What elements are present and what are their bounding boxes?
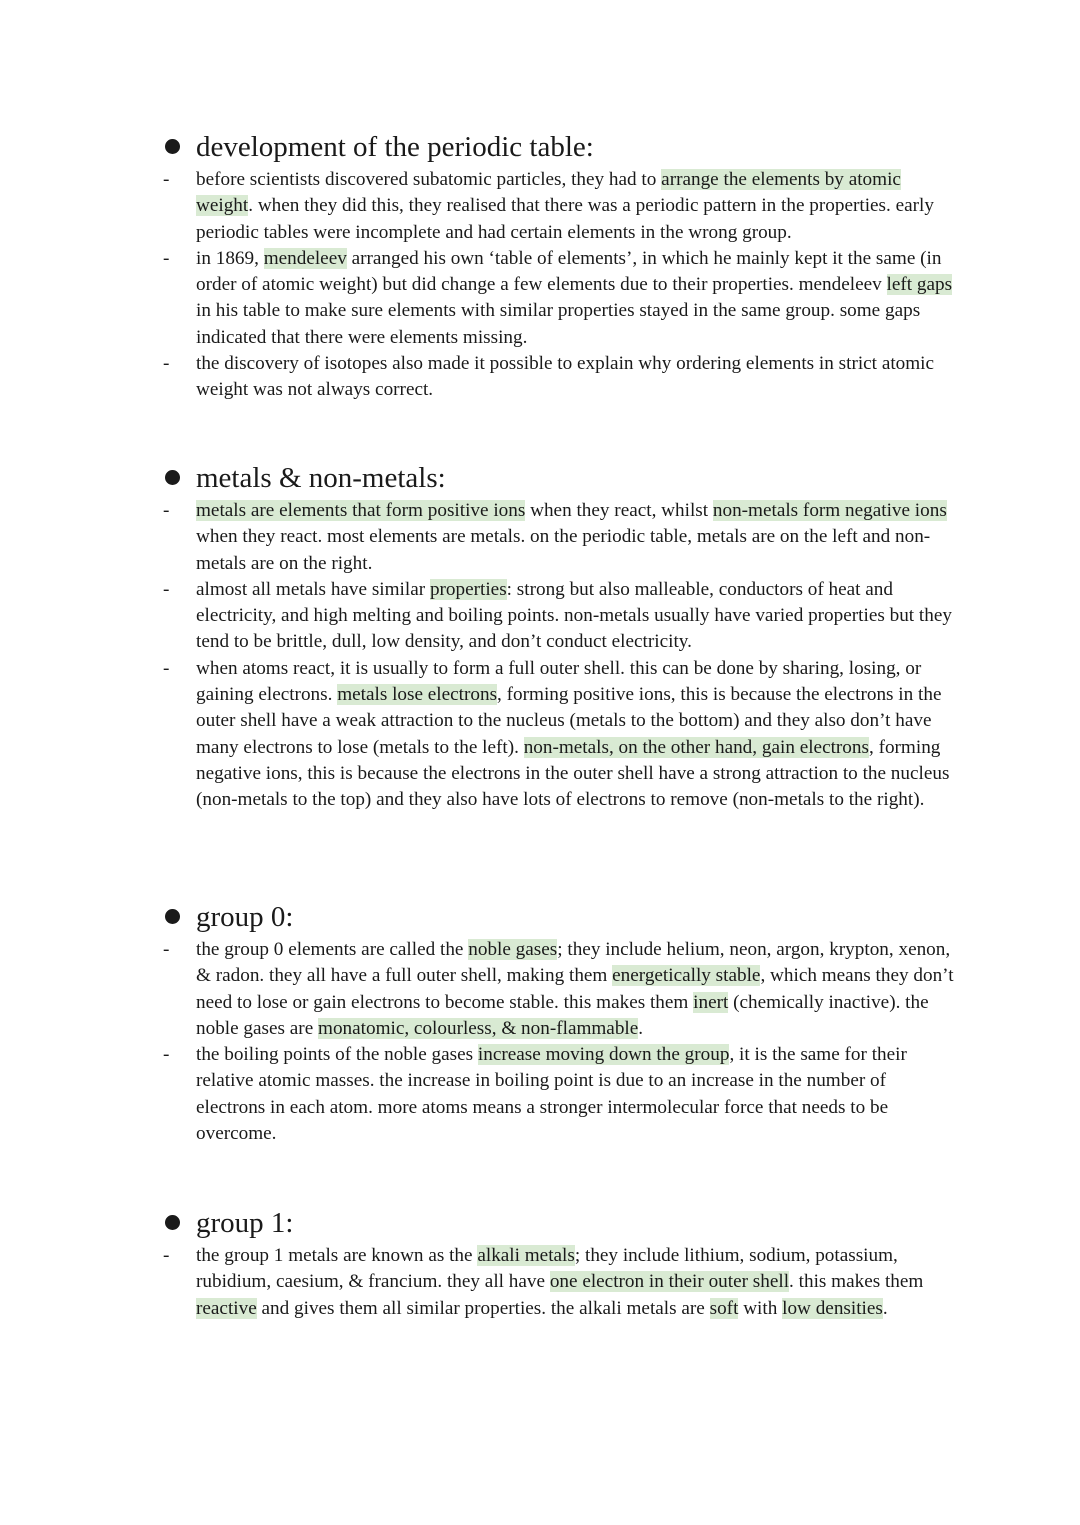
text-run: , forming negative ions, this is because the electrons in the outer shell have a strong attraction to the nucleus (non-metals to the top) and they also have lots of electrons to remove (non-metals to the right). xyxy=(196,736,950,811)
highlighted-text: low densities xyxy=(782,1297,883,1319)
section-group-0 xyxy=(160,897,960,1147)
bullet-dot-icon xyxy=(165,1215,180,1230)
text-run: when they react, whilst xyxy=(525,500,713,521)
text-run: : strong but also malleable, conductors of heat and electricity, and high melting and boiling points. non-metals usually have varied properties but they tend to be brittle, dull, low density, and don’t conduct electricity. xyxy=(196,578,952,653)
bullet-list xyxy=(160,937,960,1147)
section-heading-text: group 1: xyxy=(196,1207,294,1239)
list-item xyxy=(160,1243,960,1322)
dash-bullet-icon: - xyxy=(163,353,170,375)
text-run: (chemically inactive). the noble gases are xyxy=(196,991,929,1039)
text-run: ; they include helium, neon, argon, krypton, xenon, & radon. they all have a full outer shell, making them xyxy=(196,939,951,987)
highlighted-text: inert xyxy=(693,991,729,1013)
section-heading xyxy=(160,1203,960,1243)
text-run: the group 1 metals are known as the xyxy=(196,1245,478,1266)
text-run: ; they include lithium, sodium, potassium, rubidium, caesium, & francium. they all have xyxy=(196,1245,898,1293)
highlighted-text: mendeleev xyxy=(263,247,347,269)
highlighted-text: noble gases xyxy=(468,939,558,960)
text-run: when atoms react, it is usually to form a full outer shell. this can be done by sharing, losing, or gaining electrons. xyxy=(196,657,922,706)
section-heading-text: group 0: xyxy=(196,901,294,933)
list-item xyxy=(160,656,960,814)
highlighted-text: one electron in their outer shell xyxy=(549,1271,790,1293)
list-item xyxy=(160,351,960,404)
text-run: . xyxy=(882,1297,888,1319)
bullet-list xyxy=(160,167,960,404)
section-metals-non-metals xyxy=(160,458,960,814)
list-item xyxy=(160,498,960,577)
section-periodic-table-development xyxy=(160,127,960,404)
dash-bullet-icon: - xyxy=(163,939,170,960)
text-run: when they react. most elements are metals. on the periodic table, metals are on the left and non-metals are on the right. xyxy=(196,526,931,574)
list-item xyxy=(160,937,960,1042)
dash-bullet-icon: - xyxy=(163,500,170,521)
text-run: , forming positive ions, this is because the electrons in the outer shell have a weak attraction to the nucleus (metals to the bottom) and they also don’t have many electrons to lose (metals to the left). xyxy=(196,684,942,758)
bullet-list xyxy=(160,1243,960,1322)
text-run: . this makes them xyxy=(789,1271,924,1293)
highlighted-text: energetically stable xyxy=(612,965,761,987)
text-run: . when they did this, they realised that there was a periodic pattern in the properties. early periodic tables were incomplete and had certain elements in the wrong group. xyxy=(196,195,934,243)
highlighted-text: alkali metals xyxy=(477,1245,575,1266)
section-heading xyxy=(160,458,960,498)
highlighted-text: arrange the elements by atomic weight xyxy=(196,169,901,217)
text-run: the discovery of isotopes also made it possible to explain why ordering elements in strict atomic weight was not always correct. xyxy=(196,353,935,401)
highlighted-text: properties xyxy=(429,578,507,600)
text-run: almost all metals have similar xyxy=(196,578,430,600)
highlighted-text: soft xyxy=(709,1297,739,1319)
highlighted-text: metals are elements that form positive ions xyxy=(196,500,526,521)
text-run: with xyxy=(738,1297,783,1319)
text-run: arranged his own ‘table of elements’, in which he mainly kept it the same (in order of atomic weight) but did change a few elements due to their properties. mendeleev xyxy=(196,247,942,296)
section-group-1 xyxy=(160,1203,960,1322)
bullet-dot-icon xyxy=(165,909,180,924)
highlighted-text: left gaps xyxy=(886,274,953,296)
dash-bullet-icon: - xyxy=(163,1044,170,1066)
dash-bullet-icon: - xyxy=(163,657,170,679)
text-run: the boiling points of the noble gases xyxy=(196,1044,478,1066)
text-run: , which means they don’t need to lose or gain electrons to become stable. this makes them xyxy=(196,965,954,1013)
list-item xyxy=(160,246,960,351)
bullet-dot-icon xyxy=(165,139,180,154)
dash-bullet-icon: - xyxy=(163,1245,170,1266)
text-run: the group 0 elements are called the xyxy=(196,939,469,960)
text-run: . xyxy=(638,1017,644,1039)
section-heading xyxy=(160,127,960,167)
dash-bullet-icon: - xyxy=(163,578,170,600)
dash-bullet-icon: - xyxy=(163,247,170,269)
highlighted-text: metals lose electrons xyxy=(337,684,498,706)
section-heading xyxy=(160,897,960,937)
list-item xyxy=(160,167,960,246)
section-heading-text: development of the periodic table: xyxy=(196,131,594,163)
text-run: in 1869, xyxy=(196,247,264,269)
highlighted-text: monatomic, colourless, & non-flammable xyxy=(318,1017,639,1039)
dash-bullet-icon: - xyxy=(163,169,170,190)
bullet-list xyxy=(160,498,960,814)
text-run: in his table to make sure elements with similar properties stayed in the same group. some gaps indicated that there were elements missing. xyxy=(196,300,921,348)
text-run: before scientists discovered subatomic particles, they had to xyxy=(196,169,662,190)
list-item xyxy=(160,577,960,656)
list-item xyxy=(160,1042,960,1147)
text-run: and gives them all similar properties. the alkali metals are xyxy=(256,1297,710,1319)
section-heading-text: metals & non-metals: xyxy=(196,462,446,494)
text-run: , it is the same for their relative atomic masses. the increase in boiling point is due to an increase in the number of electrons in each atom. more atoms means a stronger intermolecular force that needs to be overcome. xyxy=(196,1044,907,1145)
highlighted-text: reactive xyxy=(196,1297,257,1319)
highlighted-text: non-metals, on the other hand, gain electrons xyxy=(523,736,869,758)
bullet-dot-icon xyxy=(165,470,180,485)
highlighted-text: increase moving down the group xyxy=(477,1044,730,1066)
highlighted-text: non-metals form negative ions xyxy=(712,500,947,521)
